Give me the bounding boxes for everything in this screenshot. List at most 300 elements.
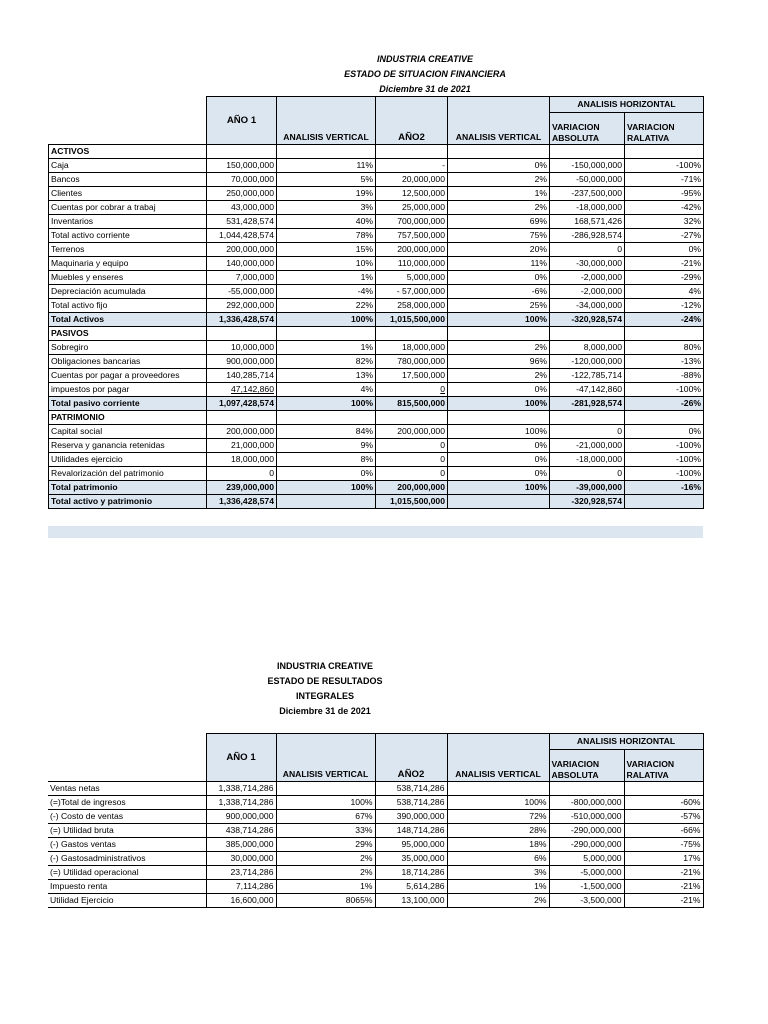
cell-av2 bbox=[448, 159, 550, 173]
cell-av2 bbox=[447, 852, 549, 866]
cell-value: -66% bbox=[680, 825, 701, 835]
cell-vr bbox=[625, 425, 704, 439]
cell-vr bbox=[625, 341, 704, 355]
cell-va bbox=[550, 439, 625, 453]
cell-value: 1,338,714,286 bbox=[218, 797, 274, 807]
cell-vr bbox=[624, 810, 703, 824]
cell-value: 100% bbox=[351, 398, 373, 408]
cell-value: -18,000,000 bbox=[576, 202, 622, 212]
is-col-av2: ANALISIS VERTICAL bbox=[447, 734, 549, 782]
cell-value: 11% bbox=[530, 258, 547, 268]
cell-y1 bbox=[207, 481, 277, 495]
cell-value: 6% bbox=[534, 853, 547, 863]
cell-vr bbox=[625, 411, 704, 425]
table-row bbox=[49, 467, 704, 481]
cell-value: 4% bbox=[360, 384, 373, 394]
cell-av1 bbox=[277, 439, 376, 453]
cell-value: 0 bbox=[617, 426, 622, 436]
cell-value: 5,614,286 bbox=[406, 881, 445, 891]
row-label: Utilidades ejercicio bbox=[49, 453, 207, 467]
cell-value: 110,000,000 bbox=[397, 258, 445, 268]
cell-y2 bbox=[375, 824, 447, 838]
cell-value: -95% bbox=[680, 188, 701, 198]
cell-value: -237,500,000 bbox=[571, 188, 622, 198]
cell-va bbox=[550, 495, 625, 509]
cell-value: 815,500,000 bbox=[397, 398, 445, 408]
cell-y2 bbox=[376, 215, 448, 229]
table-row bbox=[49, 369, 704, 383]
cell-y1 bbox=[207, 173, 277, 187]
cell-av1 bbox=[276, 796, 375, 810]
cell-va bbox=[549, 796, 624, 810]
cell-value: 17,500,000 bbox=[401, 370, 445, 380]
cell-va bbox=[550, 173, 625, 187]
cell-av1 bbox=[277, 229, 376, 243]
cell-value: -320,928,574 bbox=[571, 496, 622, 506]
cell-value: 292,000,000 bbox=[226, 300, 274, 310]
cell-value: -21% bbox=[680, 895, 701, 905]
cell-y2 bbox=[375, 810, 447, 824]
table-row bbox=[49, 229, 704, 243]
is-company: INDUSTRIA CREATIVE bbox=[276, 661, 373, 671]
cell-y2 bbox=[376, 341, 448, 355]
table-row bbox=[48, 796, 703, 810]
cell-av2 bbox=[448, 495, 550, 509]
cell-av1 bbox=[276, 866, 375, 880]
cell-value: 16,600,000 bbox=[230, 895, 274, 905]
cell-value: 20,000,000 bbox=[401, 174, 445, 184]
cell-y2 bbox=[376, 257, 448, 271]
cell-va bbox=[550, 383, 625, 397]
cell-value: 67% bbox=[355, 811, 373, 821]
cell-av2 bbox=[447, 838, 549, 852]
cell-value: 1,015,500,000 bbox=[390, 314, 445, 324]
cell-va bbox=[550, 229, 625, 243]
cell-value: -100% bbox=[676, 384, 701, 394]
cell-va bbox=[549, 894, 624, 908]
row-label: Inventarios bbox=[49, 215, 207, 229]
cell-value: 100% bbox=[525, 426, 547, 436]
cell-y1 bbox=[207, 425, 277, 439]
cell-value: -286,928,574 bbox=[571, 230, 622, 240]
cell-va bbox=[550, 299, 625, 313]
cell-value: 1,044,428,574 bbox=[219, 230, 274, 240]
cell-value: 0% bbox=[534, 454, 547, 464]
cell-av2 bbox=[447, 810, 549, 824]
row-label: Bancos bbox=[49, 173, 207, 187]
cell-va bbox=[550, 411, 625, 425]
table-row bbox=[49, 341, 704, 355]
table-row bbox=[49, 145, 704, 159]
cell-va bbox=[549, 838, 624, 852]
cell-value: -281,928,574 bbox=[571, 398, 622, 408]
cell-value: 80% bbox=[683, 342, 701, 352]
cell-y1 bbox=[207, 271, 277, 285]
cell-value: -510,000,000 bbox=[570, 811, 622, 821]
table-row bbox=[48, 866, 703, 880]
cell-y1 bbox=[206, 838, 276, 852]
row-label: Total activo y patrimonio bbox=[49, 495, 207, 509]
row-label: Terrenos bbox=[49, 243, 207, 257]
cell-vr bbox=[625, 173, 704, 187]
cell-value: -42% bbox=[680, 202, 701, 212]
cell-value: 438,714,286 bbox=[225, 825, 274, 835]
cell-av1 bbox=[276, 880, 375, 894]
cell-value: 0% bbox=[534, 160, 547, 170]
cell-va bbox=[549, 810, 624, 824]
cell-value: 2% bbox=[534, 370, 547, 380]
table-row bbox=[49, 495, 704, 509]
cell-vr bbox=[625, 383, 704, 397]
cell-value: 900,000,000 bbox=[225, 811, 274, 821]
cell-value: - bbox=[442, 160, 445, 170]
cell-value: -122,785,714 bbox=[571, 370, 622, 380]
cell-av2 bbox=[447, 796, 549, 810]
cell-value: 18,000,000 bbox=[401, 342, 445, 352]
cell-value: 5% bbox=[360, 174, 373, 184]
is-col-var-rel: VARIACION RALATIVA bbox=[624, 750, 703, 782]
cell-vr bbox=[625, 397, 704, 411]
table-row bbox=[49, 299, 704, 313]
cell-value: -39,000,000 bbox=[576, 482, 622, 492]
cell-vr bbox=[625, 299, 704, 313]
cell-vr bbox=[625, 159, 704, 173]
cell-vr bbox=[624, 796, 703, 810]
cell-value: -34,000,000 bbox=[576, 300, 622, 310]
cell-va bbox=[550, 369, 625, 383]
cell-value: 8% bbox=[360, 454, 373, 464]
cell-value: -120,000,000 bbox=[571, 356, 622, 366]
cell-va bbox=[550, 159, 625, 173]
cell-vr bbox=[625, 145, 704, 159]
table-row bbox=[49, 285, 704, 299]
cell-av1 bbox=[276, 894, 375, 908]
cell-value: 40% bbox=[355, 216, 373, 226]
cell-value: -2,000,000 bbox=[580, 286, 622, 296]
cell-va bbox=[550, 145, 625, 159]
cell-value: -21% bbox=[680, 867, 701, 877]
cell-value: 900,000,000 bbox=[226, 356, 274, 366]
cell-value: 2% bbox=[534, 202, 547, 212]
table-row bbox=[49, 173, 704, 187]
row-label: Cuentas por cobrar a trabaj bbox=[49, 201, 207, 215]
cell-av2 bbox=[447, 894, 549, 908]
cell-y2 bbox=[376, 299, 448, 313]
bs-col-av1: ANALISIS VERTICAL bbox=[277, 97, 376, 145]
cell-av2 bbox=[447, 880, 549, 894]
row-label: Depreciación acumulada bbox=[49, 285, 207, 299]
cell-vr bbox=[625, 201, 704, 215]
cell-value: 0 bbox=[440, 454, 445, 464]
cell-va bbox=[550, 257, 625, 271]
cell-value: 15% bbox=[355, 244, 373, 254]
cell-y2 bbox=[376, 411, 448, 425]
cell-value: -50,000,000 bbox=[576, 174, 622, 184]
cell-value: 11% bbox=[356, 160, 373, 170]
cell-value: 140,285,714 bbox=[226, 370, 274, 380]
cell-av1 bbox=[277, 453, 376, 467]
cell-av1 bbox=[277, 201, 376, 215]
is-date: Diciembre 31 de 2021 bbox=[279, 706, 371, 716]
cell-y1 bbox=[206, 824, 276, 838]
cell-value: 28% bbox=[529, 825, 547, 835]
table-row bbox=[48, 810, 703, 824]
cell-av2 bbox=[448, 145, 550, 159]
cell-value: 25,000,000 bbox=[401, 202, 445, 212]
cell-av1 bbox=[277, 467, 376, 481]
row-label: ACTIVOS bbox=[49, 145, 207, 159]
row-label: PASIVOS bbox=[49, 327, 207, 341]
table-row bbox=[49, 313, 704, 327]
cell-value: 1% bbox=[360, 272, 373, 282]
cell-vr bbox=[625, 285, 704, 299]
is-col-av1: ANALISIS VERTICAL bbox=[276, 734, 375, 782]
table-row bbox=[49, 397, 704, 411]
cell-value: 100% bbox=[525, 314, 547, 324]
cell-vr bbox=[625, 369, 704, 383]
income-statement-title bbox=[240, 659, 410, 719]
table-row bbox=[49, 243, 704, 257]
cell-av2 bbox=[448, 425, 550, 439]
row-label: (-) Gastosadministrativos bbox=[48, 852, 206, 866]
cell-value: -150,000,000 bbox=[571, 160, 622, 170]
is-col-year1: AÑO 1 bbox=[206, 734, 276, 782]
cell-value: 239,000,000 bbox=[226, 482, 274, 492]
cell-value: 5,000,000 bbox=[406, 272, 445, 282]
cell-y2 bbox=[376, 327, 448, 341]
table-row bbox=[49, 453, 704, 467]
cell-av1 bbox=[277, 215, 376, 229]
cell-value: 2% bbox=[534, 174, 547, 184]
cell-value: 757,500,000 bbox=[397, 230, 445, 240]
cell-y1 bbox=[207, 215, 277, 229]
cell-av1 bbox=[277, 369, 376, 383]
cell-vr bbox=[624, 782, 703, 796]
cell-av1 bbox=[277, 299, 376, 313]
cell-y2 bbox=[376, 467, 448, 481]
cell-value: 82% bbox=[355, 356, 373, 366]
cell-va bbox=[549, 852, 624, 866]
cell-value: 10% bbox=[355, 258, 373, 268]
cell-av1 bbox=[277, 159, 376, 173]
cell-value: -88% bbox=[680, 370, 701, 380]
cell-value: 1% bbox=[360, 881, 373, 891]
cell-y1 bbox=[207, 257, 277, 271]
cell-av1 bbox=[277, 327, 376, 341]
cell-y1 bbox=[206, 880, 276, 894]
row-label: PATRIMONIO bbox=[49, 411, 207, 425]
bs-date: Diciembre 31 de 2021 bbox=[379, 84, 471, 94]
cell-va bbox=[550, 467, 625, 481]
cell-value: 200,000,000 bbox=[397, 426, 445, 436]
cell-value: 538,714,286 bbox=[396, 797, 445, 807]
cell-value: 18% bbox=[529, 839, 547, 849]
bs-col-av2: ANALISIS VERTICAL bbox=[448, 97, 550, 145]
cell-value: -12% bbox=[680, 300, 701, 310]
bs-horizontal-group: ANALISIS HORIZONTAL bbox=[550, 97, 704, 113]
table-row bbox=[49, 257, 704, 271]
cell-y2 bbox=[376, 453, 448, 467]
table-row bbox=[49, 271, 704, 285]
cell-vr bbox=[624, 838, 703, 852]
cell-value: 150,000,000 bbox=[226, 160, 274, 170]
cell-y1 bbox=[207, 411, 277, 425]
cell-value: -290,000,000 bbox=[570, 839, 622, 849]
cell-value: 200,000,000 bbox=[397, 244, 445, 254]
cell-value: 1% bbox=[534, 881, 547, 891]
cell-value: -100% bbox=[676, 454, 701, 464]
cell-value: 168,571,426 bbox=[574, 216, 622, 226]
cell-av1 bbox=[277, 257, 376, 271]
cell-av2 bbox=[447, 866, 549, 880]
cell-vr bbox=[625, 453, 704, 467]
table-row bbox=[49, 355, 704, 369]
cell-va bbox=[550, 187, 625, 201]
cell-value: 1,338,714,286 bbox=[218, 783, 274, 793]
cell-value: 100% bbox=[351, 482, 373, 492]
cell-vr bbox=[625, 271, 704, 285]
cell-value: -55,000,000 bbox=[228, 286, 274, 296]
table-row bbox=[49, 215, 704, 229]
cell-value: 7,114,286 bbox=[235, 881, 274, 891]
cell-vr bbox=[625, 355, 704, 369]
cell-va bbox=[549, 782, 624, 796]
row-label: (=) Utilidad operacional bbox=[48, 866, 206, 880]
cell-value: 69% bbox=[529, 216, 547, 226]
row-label: Clientes bbox=[49, 187, 207, 201]
cell-value: 2% bbox=[360, 867, 373, 877]
cell-value: 2% bbox=[360, 853, 373, 863]
cell-va bbox=[550, 355, 625, 369]
cell-av1 bbox=[277, 397, 376, 411]
cell-av1 bbox=[277, 285, 376, 299]
cell-y2 bbox=[376, 397, 448, 411]
cell-value: 25% bbox=[529, 300, 547, 310]
cell-value: 35,000,000 bbox=[401, 853, 445, 863]
cell-value: 96% bbox=[529, 356, 547, 366]
cell-av2 bbox=[448, 383, 550, 397]
cell-value: -13% bbox=[680, 356, 701, 366]
cell-av2 bbox=[447, 824, 549, 838]
cell-y2 bbox=[375, 796, 447, 810]
cell-av1 bbox=[276, 838, 375, 852]
cell-value: -290,000,000 bbox=[570, 825, 622, 835]
cell-y2 bbox=[376, 383, 448, 397]
cell-value: 8065% bbox=[345, 895, 373, 905]
table-row bbox=[48, 852, 703, 866]
cell-value: 1% bbox=[534, 188, 547, 198]
row-label: Total patrimonio bbox=[49, 481, 207, 495]
cell-value: 250,000,000 bbox=[226, 188, 274, 198]
cell-value: -100% bbox=[676, 440, 701, 450]
cell-value: 0 bbox=[269, 468, 274, 478]
cell-vr bbox=[625, 313, 704, 327]
cell-value: 0% bbox=[534, 468, 547, 478]
cell-y2 bbox=[376, 495, 448, 509]
cell-value: 0% bbox=[360, 468, 373, 478]
bs-statement: ESTADO DE SITUACION FINANCIERA bbox=[344, 69, 506, 79]
cell-vr bbox=[625, 327, 704, 341]
cell-value: - 57,000,000 bbox=[396, 286, 445, 296]
cell-vr bbox=[624, 894, 703, 908]
cell-vr bbox=[624, 866, 703, 880]
cell-av2 bbox=[448, 327, 550, 341]
cell-value: -18,000,000 bbox=[576, 454, 622, 464]
cell-va bbox=[549, 866, 624, 880]
cell-av1 bbox=[277, 481, 376, 495]
cell-value: 100% bbox=[525, 398, 547, 408]
cell-value: 0% bbox=[534, 440, 547, 450]
cell-va bbox=[549, 880, 624, 894]
is-statement: ESTADO DE RESULTADOS INTEGRALES bbox=[267, 676, 383, 701]
cell-av2 bbox=[448, 467, 550, 481]
cell-av2 bbox=[448, 481, 550, 495]
cell-value: 1% bbox=[360, 342, 373, 352]
bs-col-year1: AÑO 1 bbox=[207, 97, 277, 145]
cell-av1 bbox=[277, 341, 376, 355]
cell-value: 200,000,000 bbox=[397, 482, 445, 492]
table-row bbox=[49, 327, 704, 341]
cell-av1 bbox=[277, 383, 376, 397]
cell-vr bbox=[625, 439, 704, 453]
cell-value: 95,000,000 bbox=[401, 839, 445, 849]
cell-y1 bbox=[207, 243, 277, 257]
cell-y1 bbox=[207, 299, 277, 313]
cell-value: 23,714,286 bbox=[230, 867, 274, 877]
cell-value: 0 bbox=[440, 384, 445, 394]
cell-y2 bbox=[376, 285, 448, 299]
cell-value: 0 bbox=[440, 468, 445, 478]
cell-vr bbox=[624, 852, 703, 866]
cell-y1 bbox=[207, 313, 277, 327]
cell-av1 bbox=[277, 355, 376, 369]
cell-av1 bbox=[277, 145, 376, 159]
cell-y1 bbox=[207, 341, 277, 355]
cell-value: 0 bbox=[617, 468, 622, 478]
cell-av1 bbox=[277, 495, 376, 509]
cell-av2 bbox=[448, 453, 550, 467]
cell-vr bbox=[625, 257, 704, 271]
row-label: Impuesto renta bbox=[48, 880, 206, 894]
cell-value: -6% bbox=[531, 286, 547, 296]
cell-y2 bbox=[375, 838, 447, 852]
cell-value: 32% bbox=[683, 216, 701, 226]
cell-y2 bbox=[376, 439, 448, 453]
cell-value: 100% bbox=[350, 797, 373, 807]
cell-av1 bbox=[276, 852, 375, 866]
cell-value: -1,500,000 bbox=[580, 881, 622, 891]
cell-y2 bbox=[376, 243, 448, 257]
table-row bbox=[48, 894, 703, 908]
cell-av2 bbox=[448, 397, 550, 411]
row-label: Sobregiro bbox=[49, 341, 207, 355]
bs-col-var-rel: VARIACION RALATIVA bbox=[625, 113, 704, 145]
cell-y2 bbox=[375, 866, 447, 880]
cell-value: 13% bbox=[355, 370, 373, 380]
cell-vr bbox=[624, 880, 703, 894]
cell-value: 100% bbox=[524, 797, 547, 807]
cell-value: 100% bbox=[351, 314, 373, 324]
cell-y2 bbox=[376, 369, 448, 383]
table-row bbox=[49, 159, 704, 173]
cell-y1 bbox=[206, 810, 276, 824]
cell-av2 bbox=[448, 271, 550, 285]
cell-value: 21,000,000 bbox=[230, 440, 274, 450]
cell-y1 bbox=[207, 495, 277, 509]
row-label: Ventas netas bbox=[48, 782, 206, 796]
bs-company: INDUSTRIA CREATIVE bbox=[376, 54, 473, 64]
cell-value: 1,015,500,000 bbox=[390, 496, 445, 506]
